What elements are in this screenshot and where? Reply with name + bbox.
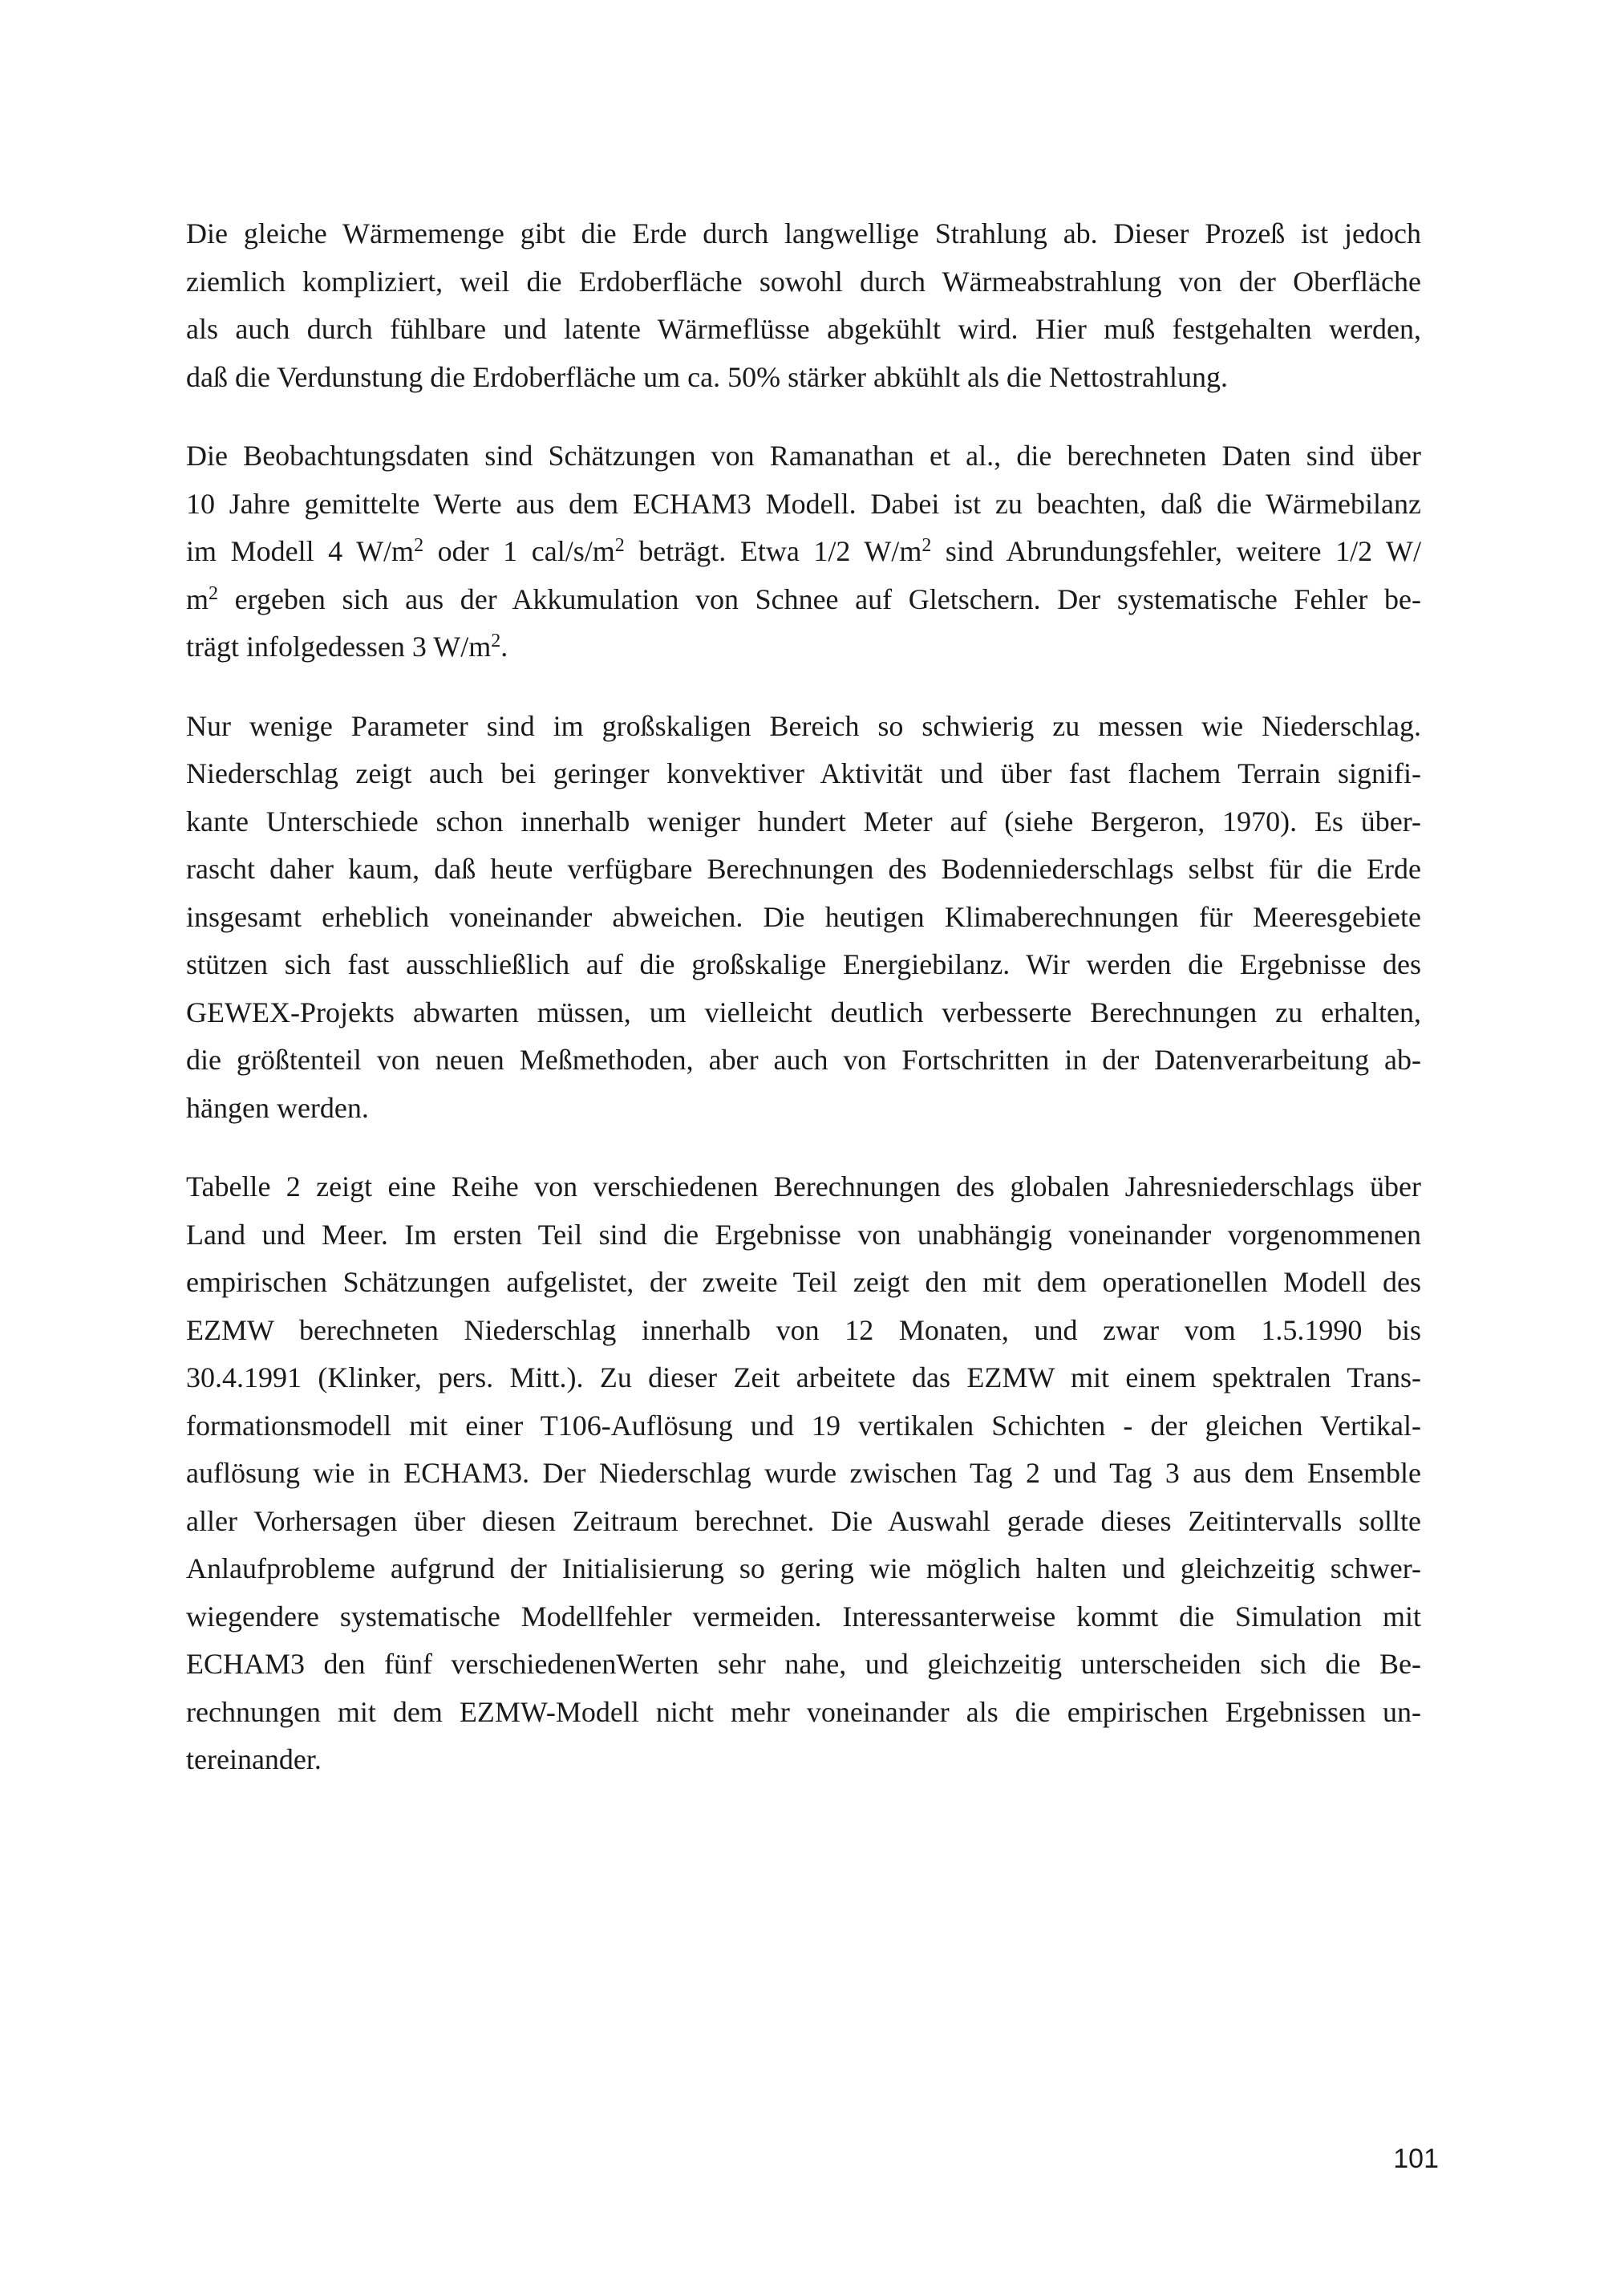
superscript: 2 [921, 535, 932, 556]
text-segment: . [500, 631, 508, 663]
text-line: wiegendere systematische Modellfehler vermeiden. Interessanterweise kommt die Simulation mit [186, 1600, 1421, 1633]
text-line: tereinander. [186, 1743, 322, 1775]
text-line: ziemlich kompliziert, weil die Erdoberfläche sowohl durch Wärmeabstrahlung von der Oberfläche [186, 265, 1421, 298]
text-line: 30.4.1991 (Klinker, pers. Mitt.). Zu dieser Zeit arbeitete das EZMW mit einem spektralen Trans- [186, 1361, 1421, 1393]
text-line: rascht daher kaum, daß heute verfügbare Berechnungen des Bodenniederschlags selbst für die Erde [186, 853, 1421, 885]
text-line [186, 481, 1421, 529]
text-line: daß die Verdunstung die Erdoberfläche um ca. 50% stärker abkühlt als die Nettostrahlung. [186, 360, 1228, 393]
text-line [186, 432, 1421, 481]
text-line: Nur wenige Parameter sind im großskaligen Bereich so schwierig zu messen wie Niederschlag. [186, 709, 1421, 742]
body-text [186, 210, 1421, 1784]
text-segment: beträgt. Etwa 1/2 W/m [624, 535, 922, 567]
superscript: 2 [614, 535, 625, 556]
superscript: 2 [491, 631, 501, 651]
text-line: ECHAM3 den fünf verschiedenenWerten sehr nahe, und gleichzeitig unterscheiden sich die Be- [186, 1648, 1421, 1680]
text-line: auflösung wie in ECHAM3. Der Niederschlag wurde zwischen Tag 2 und Tag 3 aus dem Ensemble [186, 1457, 1421, 1489]
text-line: stützen sich fast ausschließlich auf die großskalige Energiebilanz. Wir werden die Ergebnisse des [186, 948, 1421, 980]
text-line: hängen werden. [186, 1091, 369, 1124]
text-segment: sind Abrundungsfehler, weitere 1/2 W/ [931, 535, 1421, 567]
text-line [186, 623, 1421, 671]
text-line: Niederschlag zeigt auch bei geringer konvektiver Aktivität und über fast flachem Terrain signifi- [186, 757, 1421, 789]
text-line: als auch durch fühlbare und latente Wärmeflüsse abgekühlt wird. Hier muß festgehalten werden, [186, 313, 1421, 345]
text-segment: ergeben sich aus der Akkumulation von Schnee auf Gletschern. Der systematische Fehler be- [218, 582, 1421, 615]
text-segment: Die Beobachtungsdaten sind Schätzungen von Ramanathan et al., die berechneten Daten sind über [186, 440, 1421, 472]
text-line [186, 528, 1421, 576]
text-line: empirischen Schätzungen aufgelistet, der zweite Teil zeigt den mit dem operationellen Modell des [186, 1266, 1421, 1298]
text-line: formationsmodell mit einer T106-Auflösung und 19 vertikalen Schichten - der gleichen Vertikal- [186, 1409, 1421, 1442]
text-segment: im Modell 4 W/m [186, 535, 415, 567]
paragraph-observation-data [186, 432, 1421, 671]
paragraph-heat-emission [186, 210, 1421, 401]
text-line: insgesamt erheblich voneinander abweichen. Die heutigen Klimaberechnungen für Meeresgebiete [186, 900, 1421, 933]
text-line: aller Vorhersagen über diesen Zeitraum berechnet. Die Auswahl gerade dieses Zeitintervalls sollte [186, 1504, 1421, 1537]
text-line: kante Unterschiede schon innerhalb weniger hundert Meter auf (siehe Bergeron, 1970). Es über- [186, 805, 1421, 838]
page-number: 101 [1393, 2144, 1439, 2174]
paragraph-table-2 [186, 1163, 1421, 1784]
text-line: die größtenteil von neuen Meßmethoden, aber auch von Fortschritten in der Datenverarbeitung ab- [186, 1044, 1421, 1076]
text-line: Anlaufprobleme aufgrund der Initialisierung so gering wie möglich halten und gleichzeitig schwer- [186, 1552, 1421, 1584]
text-segment: 10 Jahre gemittelte Werte aus dem ECHAM3 Modell. Dabei ist zu beachten, daß die Wärmebilanz [186, 487, 1421, 520]
text-segment: oder 1 cal/s/m [423, 535, 615, 567]
text-segment: trägt infolgedessen 3 W/m [186, 631, 492, 663]
text-line: Die gleiche Wärmemenge gibt die Erde durch langwellige Strahlung ab. Dieser Prozeß ist jedoch [186, 217, 1421, 249]
text-line: Land und Meer. Im ersten Teil sind die Ergebnisse von unabhängig voneinander vorgenommenen [186, 1218, 1421, 1251]
text-segment: m [186, 582, 209, 615]
text-line: Tabelle 2 zeigt eine Reihe von verschiedenen Berechnungen des globalen Jahresniederschlags über [186, 1170, 1421, 1203]
text-line [186, 576, 1421, 624]
superscript: 2 [209, 582, 219, 604]
text-line: rechnungen mit dem EZMW-Modell nicht mehr voneinander als die empirischen Ergebnissen un- [186, 1695, 1421, 1728]
text-line: GEWEX-Projekts abwarten müssen, um vielleicht deutlich verbesserte Berechnungen zu erhalten, [186, 996, 1421, 1028]
paragraph-precipitation [186, 703, 1421, 1133]
superscript: 2 [414, 535, 424, 556]
text-line: EZMW berechneten Niederschlag innerhalb von 12 Monaten, und zwar vom 1.5.1990 bis [186, 1313, 1421, 1346]
